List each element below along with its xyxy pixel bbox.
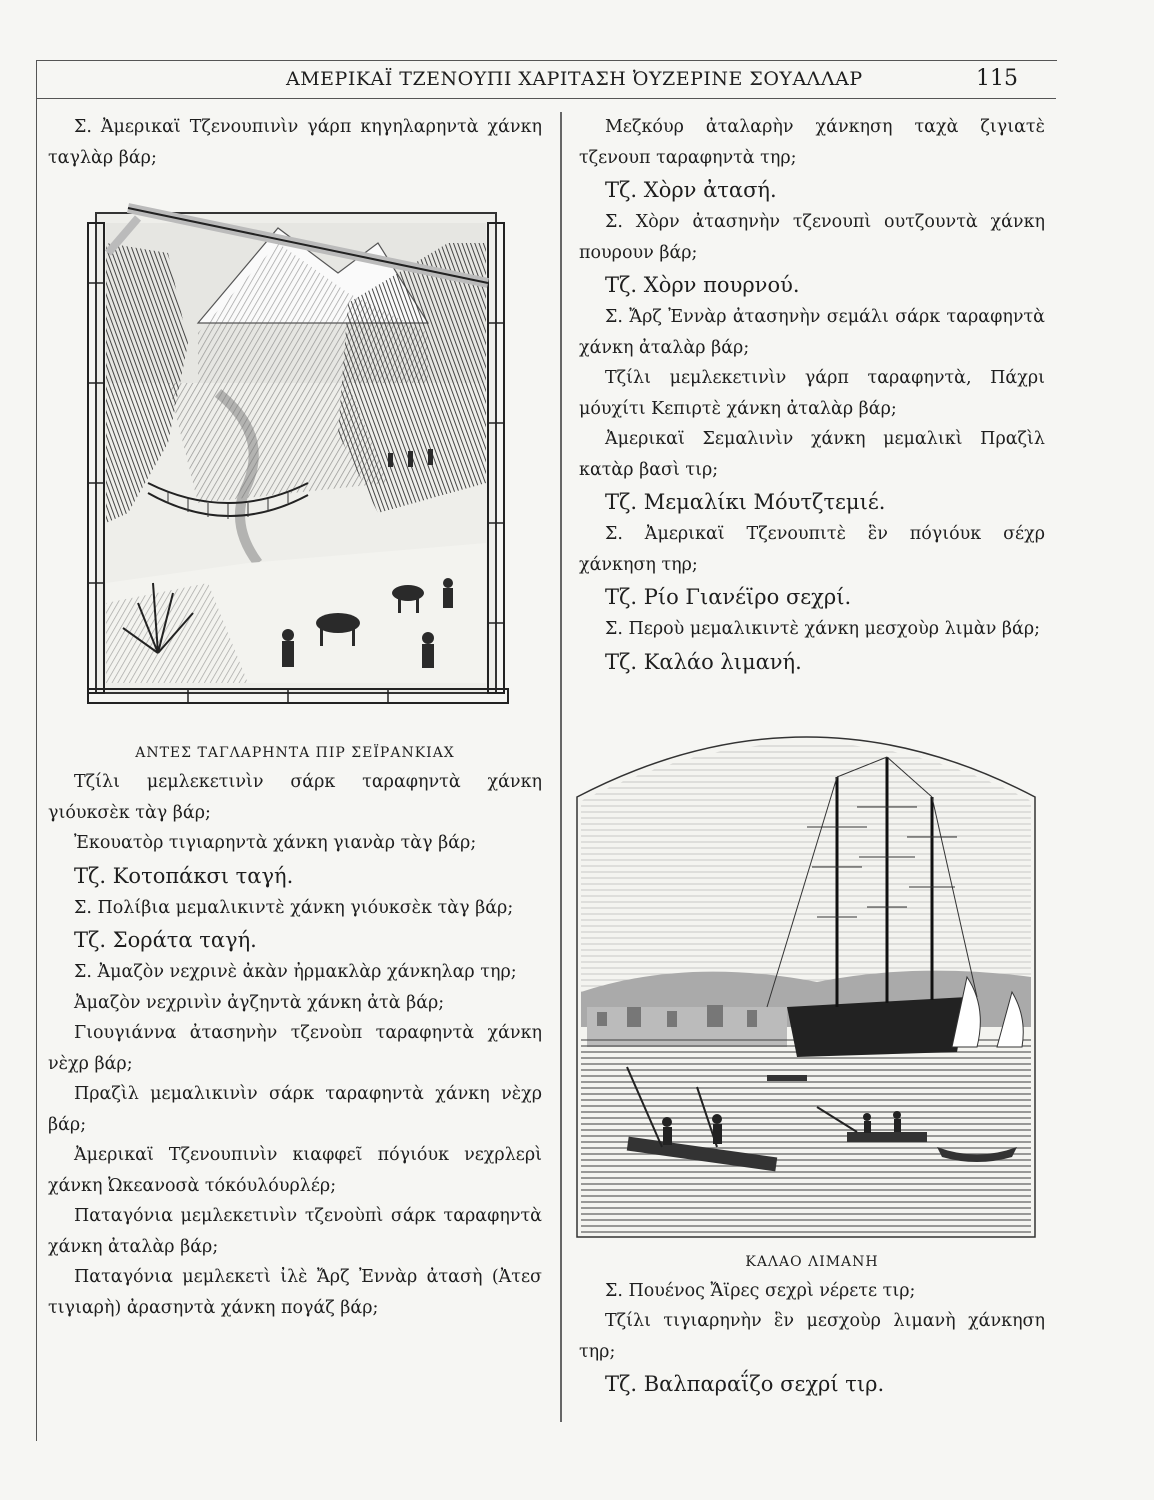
left-paragraph: Γιουγιάννα ἀτασηνὴν τζενοὺπ ταραφηντὰ χάνκη νὲχρ βάρ; bbox=[48, 1023, 542, 1074]
andes-caption: ΑΝΤΕΣ ΤΑΓΛΑΡΗΝΤΑ ΠΙΡ ΣΕΪΡΑΝΚΙΑΧ bbox=[135, 745, 455, 761]
right-paragraph: Σ. Ἀμερικαϊ Τζενουπιτὲ ἓν πόγιόυκ σέχρ χάνκηση τηρ; bbox=[579, 524, 1045, 575]
left-paragraph: Πραζὶλ μεμαλικινὶν σάρκ ταραφηντὰ χάνκη νὲχρ βάρ; bbox=[48, 1084, 542, 1135]
left-paragraph: Σ. Ἀμαζὸν νεχρινὲ ἀκὰν ἠρμακλὰρ χάνκηλαρ τηρ; bbox=[74, 962, 517, 982]
right-paragraph: Σ. Χὸρν ἀτασηνὴν τζενουπὶ ουτζουντὰ χάνκη πουρουν βάρ; bbox=[579, 212, 1045, 263]
left-column bbox=[48, 112, 542, 1323]
right-paragraph: Μεζκόυρ ἀταλαρὴν χάνκηση ταχὰ ζιγιατὲ τζενουπ ταραφηντὰ τηρ; bbox=[579, 117, 1045, 168]
callao-caption: ΚΑΛΑΟ ΛΙΜΑΝΗ bbox=[745, 1253, 879, 1270]
callao-engraving bbox=[567, 707, 1045, 1252]
left-paragraph: Τζίλι μεμλεκετινὶν σάρκ ταραφηντὰ χάνκη γιόυκσὲκ τὰγ βάρ; bbox=[48, 772, 542, 823]
left-answer: Τζ. Σοράτα ταγή. bbox=[74, 928, 257, 952]
right-paragraph: Τζίλι τιγιαρηνὴν ἓν μεσχοὺρ λιμανὴ χάνκηση τηρ; bbox=[579, 1311, 1045, 1362]
right-answer: Τζ. Χὸρν ἀτασή. bbox=[605, 178, 777, 202]
andes-illustration bbox=[48, 183, 542, 761]
right-paragraph: Σ. Πουένος Ἄϊρες σεχρὶ νέρετε τιρ; bbox=[605, 1280, 916, 1301]
left-paragraph: Παταγόνια μεμλεκετὶ ἰλὲ Ἄρζ Ἐννὰρ ἀτασὴ (Ἀτεσ τιγιαρὴ) ἀρασηντὰ χάνκη πογάζ βάρ; bbox=[48, 1267, 542, 1318]
right-paragraph: Ἀμερικαϊ Σεμαλινὶν χάνκη μεμαλικὶ Πραζὶλ κατὰρ βασὶ τιρ; bbox=[579, 429, 1045, 480]
callao-illustration bbox=[567, 707, 1045, 1270]
column-divider bbox=[560, 112, 562, 1422]
left-paragraph: Ἀμαζὸν νεχρινὶν ἀγζηντὰ χάνκη ἀτὰ βάρ; bbox=[74, 992, 445, 1013]
page-number: 115 bbox=[976, 66, 1018, 91]
intro-question: Σ. Ἀμερικαϊ Τζενουπινὶν γάρπ κηγηλαρηντὰ χάνκη ταγλὰρ βάρ; bbox=[48, 117, 542, 168]
left-paragraph: Ἀμερικαϊ Τζενουπινὶν κιαφφεῖ πόγιόυκ νεχρλερὶ χάνκη Ὠκεανοσὰ τόκόυλόυρλέρ; bbox=[48, 1145, 542, 1196]
andes-engraving bbox=[48, 183, 542, 743]
left-paragraph: Παταγόνια μεμλεκετινὶν τζενοὺπὶ σάρκ ταραφηντὰ χάνκη ἀταλὰρ βάρ; bbox=[48, 1206, 542, 1257]
left-paragraph: Ἐκουατὸρ τιγιαρηντὰ χάνκη γιανὰρ τὰγ βάρ; bbox=[74, 833, 477, 853]
running-head bbox=[36, 62, 1056, 99]
right-answer: Τζ. Μεμαλίκι Μόυτζτεμιέ. bbox=[605, 490, 886, 514]
right-column bbox=[579, 112, 1045, 1401]
right-answer: Τζ. Ρίο Γιανέϊρο σεχρί. bbox=[605, 585, 852, 609]
right-answer: Τζ. Βαλπαραΐζο σεχρί τιρ. bbox=[605, 1372, 885, 1396]
right-answer: Τζ. Χὸρν πουρνού. bbox=[605, 273, 800, 297]
running-title: ΑΜΕΡΙΚΑΪ ΤΖΕΝΟΥΠΙ ΧΑΡΙΤΑΣΗ ὈΥΖΕΡΙΝΕ ΣΟΥΑΛΛΑΡ bbox=[286, 68, 863, 90]
left-answer: Τζ. Κοτοπάκσι ταγή. bbox=[74, 863, 294, 888]
right-answer: Τζ. Καλάο λιμανή. bbox=[605, 649, 802, 674]
left-paragraph: Σ. Πολίβια μεμαλικιντὲ χάνκη γιόυκσὲκ τὰγ βάρ; bbox=[74, 897, 514, 918]
right-paragraph: Τζίλι μεμλεκετινὶν γάρπ ταραφηντὰ, Πάχρι μόυχίτι Κεπιρτὲ χάνκη ἀταλὰρ βάρ; bbox=[579, 368, 1045, 419]
right-paragraph: Σ. Περοὺ μεμαλικιντὲ χάνκη μεσχοὺρ λιμὰν βάρ; bbox=[605, 619, 1041, 639]
right-paragraph: Σ. Ἄρζ Ἐννὰρ ἀτασηνὴν σεμάλι σάρκ ταραφηντὰ χάνκη ἀταλὰρ βάρ; bbox=[579, 307, 1045, 358]
